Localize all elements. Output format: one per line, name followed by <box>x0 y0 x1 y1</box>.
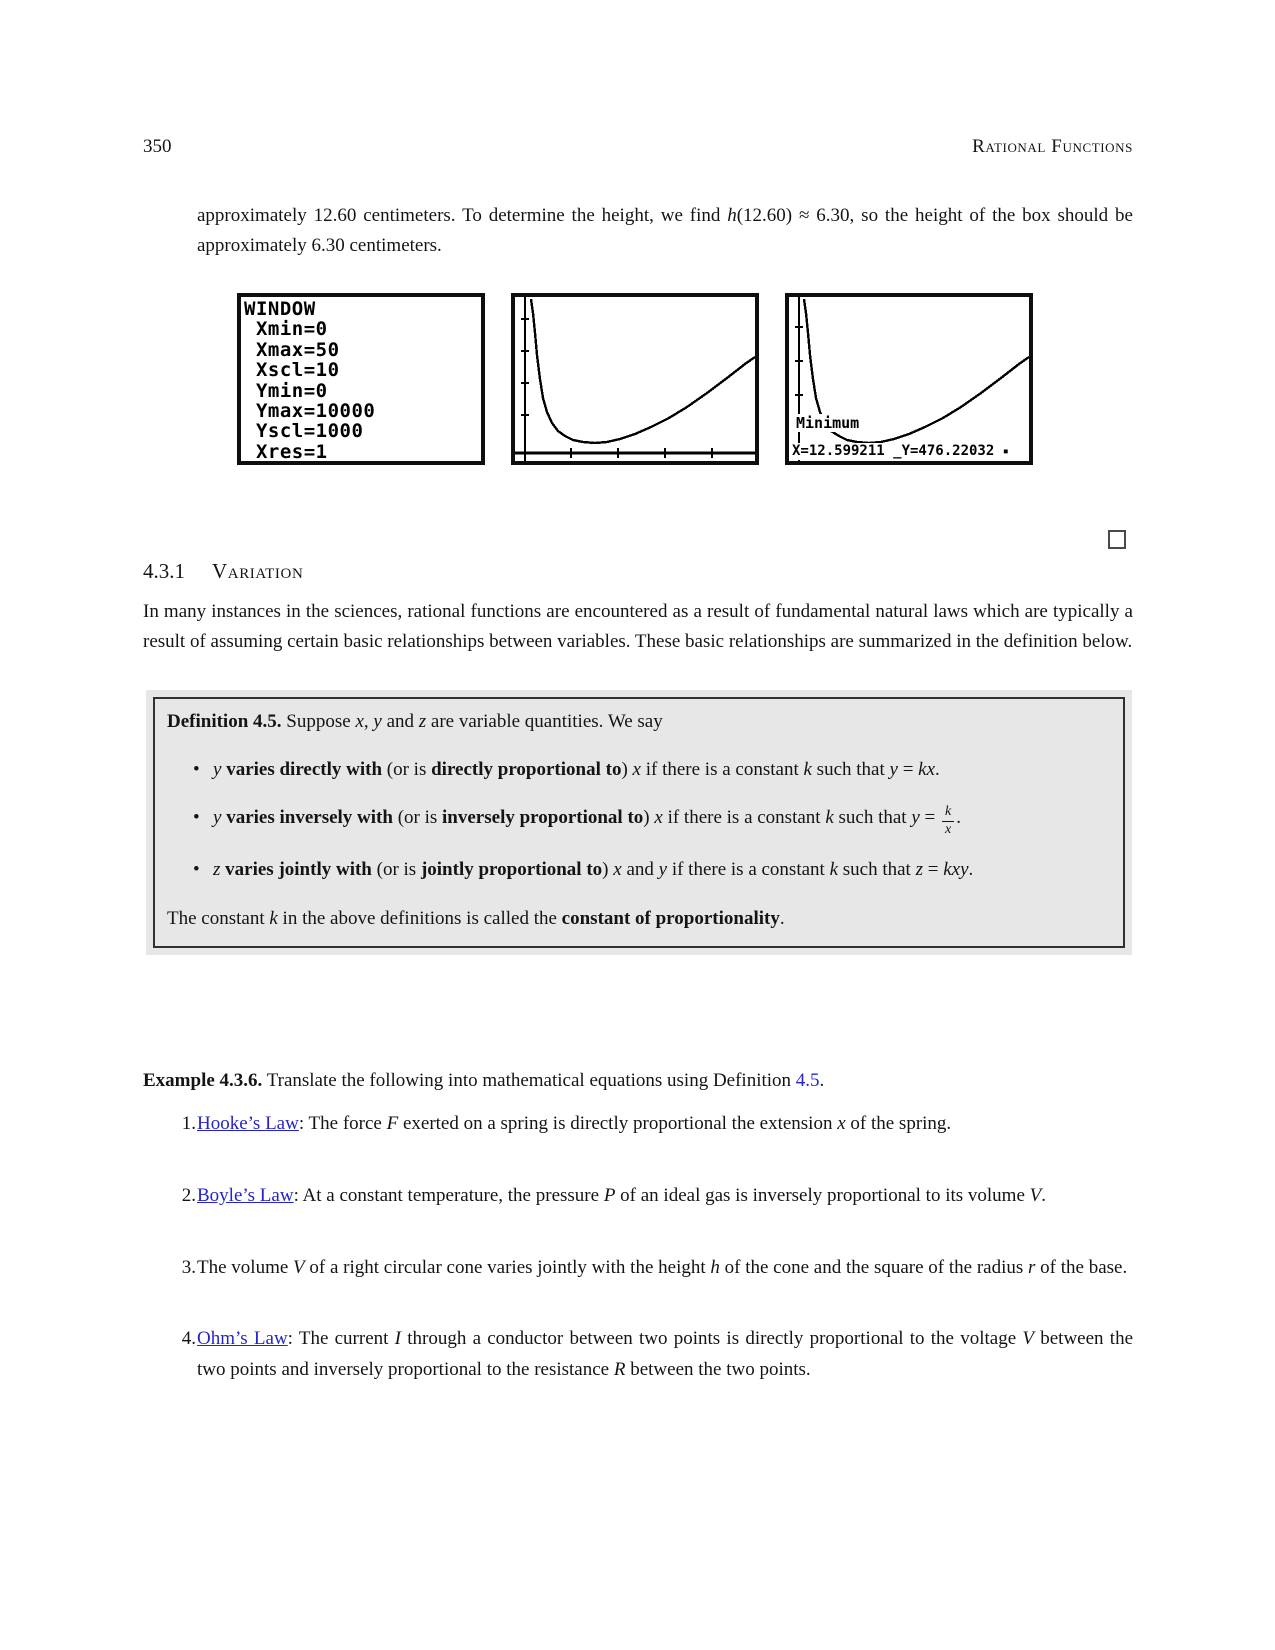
bullet-icon: • <box>193 859 200 880</box>
text-segment: Definition 4.5. <box>167 711 282 732</box>
cursor-mark: ▪ <box>1002 446 1009 457</box>
minimum-label: Minimum <box>796 414 860 432</box>
text-segment: constant of proportionality <box>561 908 780 929</box>
text-segment: and <box>381 711 419 732</box>
bullet-icon: • <box>193 807 200 828</box>
text-segment: = <box>923 859 944 880</box>
list-item <box>143 1180 1133 1211</box>
definition-bullet-inverse <box>167 802 1111 837</box>
text-segment: such that <box>833 807 912 828</box>
list-item <box>143 1252 1133 1283</box>
text-segment: such that <box>811 759 890 780</box>
text-segment: x <box>654 807 663 828</box>
text-segment: ) <box>643 807 655 828</box>
text-segment: x <box>837 1113 846 1134</box>
item-number: 4. <box>181 1328 196 1349</box>
text-segment: y <box>213 759 222 780</box>
bullet-text <box>213 759 940 780</box>
text-segment: : The force <box>298 1113 387 1134</box>
section-number: 4.3.1 <box>143 559 185 583</box>
text-segment: V <box>1029 1185 1042 1206</box>
text-segment: = <box>897 759 919 780</box>
minimum-coordinates: X=12.599211 _Y=476.22032 <box>792 443 995 459</box>
text-segment: of the base. <box>1035 1257 1128 1278</box>
item-number: 3. <box>181 1257 196 1278</box>
text-segment: x <box>632 759 641 780</box>
item-text <box>197 1252 1133 1283</box>
text-segment: = <box>919 807 940 828</box>
list-item <box>143 1323 1133 1385</box>
section-title: Variation <box>212 559 304 583</box>
text-segment: z <box>213 859 221 880</box>
text-segment: y <box>889 759 898 780</box>
text-segment: such that <box>838 859 916 880</box>
text-segment: kxy <box>943 859 969 880</box>
text-segment: , <box>363 711 374 732</box>
text-segment: are variable quantities. We say <box>426 711 663 732</box>
hyperlink[interactable]: Hooke’s Law <box>197 1113 299 1134</box>
text-segment: . <box>819 1070 825 1091</box>
text-segment: y <box>373 711 382 732</box>
text-segment: h <box>710 1257 720 1278</box>
intro-paragraph <box>197 201 1133 261</box>
text-segment: and <box>621 859 659 880</box>
text-segment: through a conductor between two points is directly proportional to the voltage <box>401 1328 1023 1349</box>
text-segment: of a right circular cone varies jointly with the height <box>304 1257 711 1278</box>
text-segment: (or is <box>392 807 443 828</box>
definition-bullet-list <box>167 754 1111 885</box>
text-segment: (12.60) ≈ 6.30, so the height of the box should be approximately 6.30 centimeters. <box>197 205 1133 256</box>
calculator-minimum-screen <box>785 293 1033 465</box>
text-segment: : At a constant temperature, the pressure <box>293 1185 604 1206</box>
bullet-icon: • <box>193 759 200 780</box>
text-segment: V <box>293 1257 305 1278</box>
definition-bullet-joint <box>167 854 1111 885</box>
text-segment: in the above definitions is called the <box>277 908 562 929</box>
text-segment: y <box>911 807 920 828</box>
window-line: Yscl=1000 <box>244 420 364 443</box>
window-line: Ymin=0 <box>244 379 328 402</box>
text-segment: kx <box>918 759 936 780</box>
calculator-graph-screen <box>511 293 759 465</box>
text-segment: x <box>613 859 622 880</box>
text-segment: Translate the following into mathematical equations using Definition <box>262 1070 796 1091</box>
text-segment: if there is a constant <box>662 807 826 828</box>
window-line: Xres=1 <box>244 440 328 463</box>
running-header <box>143 134 1133 160</box>
end-of-example-square <box>1108 530 1126 549</box>
window-line: Xmin=0 <box>244 318 328 341</box>
window-line: Xscl=10 <box>244 359 340 382</box>
text-segment: varies directly with <box>226 759 383 780</box>
definition-bullet-direct <box>167 754 1111 785</box>
text-segment: ) <box>602 859 614 880</box>
text-segment: varies jointly with <box>225 859 372 880</box>
text-segment: approximately 12.60 centimeters. To determine the height, we find <box>197 205 728 226</box>
text-segment: between the two points and inversely proportional to the resistance <box>197 1328 1134 1380</box>
hyperlink[interactable]: Boyle’s Law <box>197 1185 294 1206</box>
text-segment: k <box>825 807 834 828</box>
text-segment: varies inversely with <box>226 807 393 828</box>
list-item <box>143 1108 1133 1139</box>
function-graph-minimum <box>789 297 1029 461</box>
text-segment: if there is a constant <box>640 759 804 780</box>
item-text <box>197 1323 1133 1385</box>
text-segment: of the cone and the square of the radius <box>719 1257 1029 1278</box>
section-heading <box>143 556 303 586</box>
text-segment: between the two points. <box>625 1359 811 1380</box>
item-text <box>197 1180 1133 1211</box>
text-segment: exerted on a spring is directly proportional the extension <box>398 1113 838 1134</box>
text-segment: : The current <box>287 1328 395 1349</box>
function-graph <box>515 297 755 461</box>
text-segment: (or is <box>371 859 421 880</box>
text-segment: (or is <box>382 759 432 780</box>
text-segment: P <box>603 1185 616 1206</box>
text-segment: jointly proportional to <box>420 859 603 880</box>
window-line: Xmax=50 <box>244 338 340 361</box>
text-segment: r <box>1028 1257 1036 1278</box>
text-segment: h <box>727 205 737 226</box>
calculator-window-screen <box>237 293 485 465</box>
text-segment: ) <box>621 759 633 780</box>
text-segment: if there is a constant <box>667 859 830 880</box>
hyperlink[interactable]: Ohm’s Law <box>197 1328 288 1349</box>
text-segment: of an ideal gas is inversely proportional to its volume <box>615 1185 1030 1206</box>
running-header-title: Rational Functions <box>972 136 1133 157</box>
item-number: 2. <box>181 1185 196 1206</box>
text-segment: . <box>779 908 785 929</box>
item-number: 1. <box>181 1113 196 1134</box>
text-segment: k <box>269 908 278 929</box>
definition-box-frame <box>153 697 1125 948</box>
window-line: WINDOW <box>244 298 316 320</box>
text-segment: The volume <box>197 1257 294 1278</box>
bullet-text <box>213 859 973 880</box>
text-segment: . <box>968 859 974 880</box>
text-segment: Example 4.3.6. <box>143 1070 263 1091</box>
text-segment: I <box>394 1328 401 1349</box>
text-segment: R <box>613 1359 626 1380</box>
window-settings <box>244 299 375 462</box>
bullet-text <box>213 804 961 837</box>
text-segment: V <box>1022 1328 1035 1349</box>
text-segment: of the spring. <box>845 1113 952 1134</box>
text-segment: y <box>213 807 222 828</box>
text-segment: inversely proportional to <box>442 807 644 828</box>
text-segment: The constant <box>167 908 270 929</box>
page-number: 350 <box>143 136 172 157</box>
text-segment: k <box>829 859 839 880</box>
text-segment: x <box>355 711 364 732</box>
definition-footer <box>167 904 1111 934</box>
text-segment: y <box>658 859 668 880</box>
text-segment: k <box>803 759 812 780</box>
window-line: Ymax=10000 <box>244 400 376 423</box>
item-text <box>197 1108 1133 1139</box>
example-heading <box>143 1066 1133 1096</box>
text-segment: z <box>418 711 427 732</box>
text-segment: F <box>386 1113 399 1134</box>
text-segment: . <box>1041 1185 1047 1206</box>
variation-intro-paragraph: In many instances in the sciences, rational functions are encountered as a result of fundamental natural laws which are typically a result of assuming certain basic relationships between variables. These basic relationships are summarized in the definition below. <box>143 601 1133 652</box>
text-segment: . <box>956 807 961 828</box>
hyperlink[interactable]: 4.5 <box>795 1070 820 1091</box>
minimum-readout <box>792 443 1026 460</box>
text-segment: Suppose <box>281 711 356 732</box>
text-segment: . <box>935 759 940 780</box>
fraction: $\frac{k}{x}$ <box>942 805 954 837</box>
definition-box <box>146 690 1132 955</box>
definition-header <box>167 707 1111 737</box>
calculator-screenshots-row <box>237 293 1033 465</box>
text-segment: directly proportional to <box>431 759 622 780</box>
text-segment: z <box>915 859 923 880</box>
